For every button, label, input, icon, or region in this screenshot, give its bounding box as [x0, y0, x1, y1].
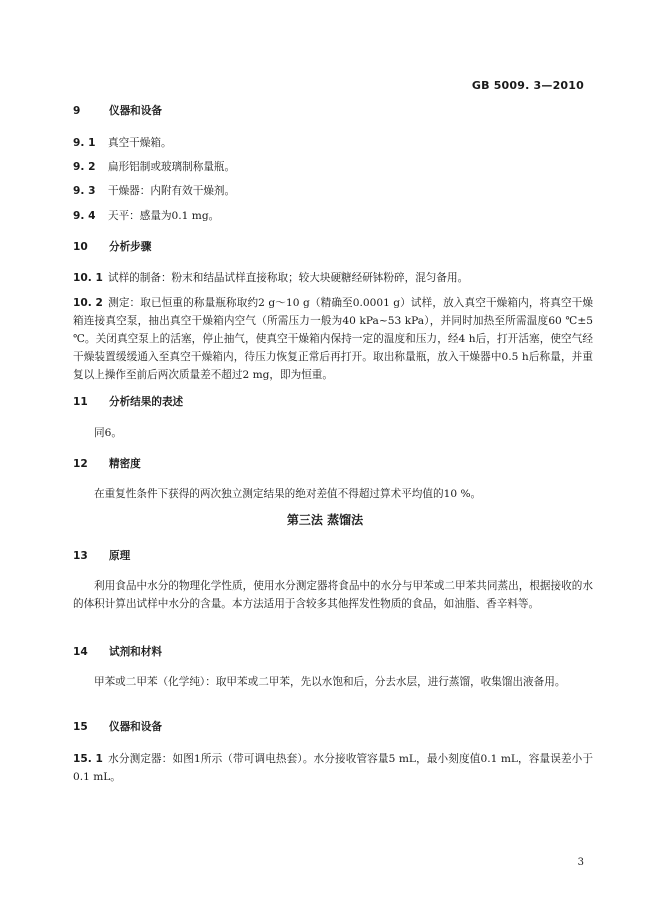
section-heading-15 — [73, 717, 593, 738]
section-title: 仪器和设备 — [109, 721, 162, 733]
section-title: 仪器和设备 — [109, 105, 162, 117]
method-title: 第三法 蒸馏法 — [286, 513, 364, 527]
clause-text: 天平：感量为0.1 mg。 — [108, 210, 220, 222]
section-heading-10 — [73, 237, 593, 258]
clause-text: 扁形铝制或玻璃制称量瓶。 — [108, 161, 236, 173]
section-11-text: 同6。 — [94, 427, 122, 439]
clause-15-1 — [73, 750, 593, 786]
section-title: 试剂和材料 — [109, 646, 162, 658]
section-heading-13 — [73, 546, 593, 567]
clause-10-2 — [73, 294, 593, 384]
clause-9-4 — [73, 206, 593, 227]
clause-number: 10. 1 — [73, 272, 103, 284]
clause-number: 10. 2 — [73, 297, 103, 309]
clause-number: 15. 1 — [73, 753, 103, 765]
clause-number: 9. 4 — [73, 210, 96, 222]
clause-9-1 — [73, 133, 593, 154]
section-13-text: 利用食品中水分的物理化学性质，使用水分测定器将食品中的水分与甲苯或二甲苯共同蒸出，根据接收的水的体积计算出试样中水分的含量。本方法适用于含较多其他挥发性物质的食品，如油脂、香辛料等。 — [73, 580, 593, 610]
section-title: 分析步骤 — [109, 241, 152, 253]
section-number: 12 — [73, 458, 88, 470]
clause-number: 9. 2 — [73, 161, 96, 173]
clause-number: 9. 1 — [73, 137, 96, 149]
section-heading-11 — [73, 392, 593, 413]
section-number: 13 — [73, 550, 88, 562]
section-heading-12 — [73, 454, 593, 475]
clause-text: 测定：取已恒重的称量瓶称取约2 g～10 g（精确至0.0001 g）试样，放入真空干燥箱内，将真空干燥箱连接真空泵，抽出真空干燥箱内空气（所需压力一般为40 kPa~53 kPa），并同时加热至所需温度60 ℃±5 ℃。关闭真空泵上的活塞，停止抽气，使真空干燥箱内保持一定的温度和压力，经4 h后，打开活塞，使空气经干燥装置缓缓通入至真空干燥箱内，待压力恢复正常后再打开。取出称量瓶，放入干燥器中0.5 h后称量，并重复以上操作至前后两次质量差不超过2 mg，即为恒重。 — [73, 297, 593, 381]
section-heading-9 — [73, 101, 593, 122]
section-title: 精密度 — [109, 458, 141, 470]
clause-text: 水分测定器：如图1所示（带可调电热套）。水分接收管容量5 mL，最小刻度值0.1 mL，容量误差小于0.1 mL。 — [73, 753, 593, 783]
section-number: 11 — [73, 396, 88, 408]
section-14-text: 甲苯或二甲苯（化学纯）：取甲苯或二甲苯，先以水饱和后，分去水层，进行蒸馏，收集馏出液备用。 — [94, 676, 566, 688]
section-number: 14 — [73, 646, 88, 658]
clause-text: 真空干燥箱。 — [108, 137, 172, 149]
standard-code: GB 5009. 3—2010 — [471, 79, 584, 92]
section-12-text: 在重复性条件下获得的两次独立测定结果的绝对差值不得超过算术平均值的10 %。 — [94, 488, 482, 500]
clause-text: 干燥器：内附有效干燥剂。 — [108, 185, 236, 197]
clause-9-2 — [73, 157, 593, 178]
clause-text: 试样的制备：粉末和结晶试样直接称取；较大块硬糖经研钵粉碎，混匀备用。 — [108, 272, 469, 284]
section-number: 15 — [73, 721, 88, 733]
section-heading-14 — [73, 642, 593, 663]
section-number: 10 — [73, 241, 88, 253]
section-title: 分析结果的表述 — [109, 396, 184, 408]
section-title: 原理 — [109, 550, 131, 562]
section-number: 9 — [73, 105, 81, 117]
clause-10-1 — [73, 268, 593, 289]
clause-9-3 — [73, 181, 593, 202]
clause-number: 9. 3 — [73, 185, 96, 197]
page-number: 3 — [577, 857, 584, 868]
